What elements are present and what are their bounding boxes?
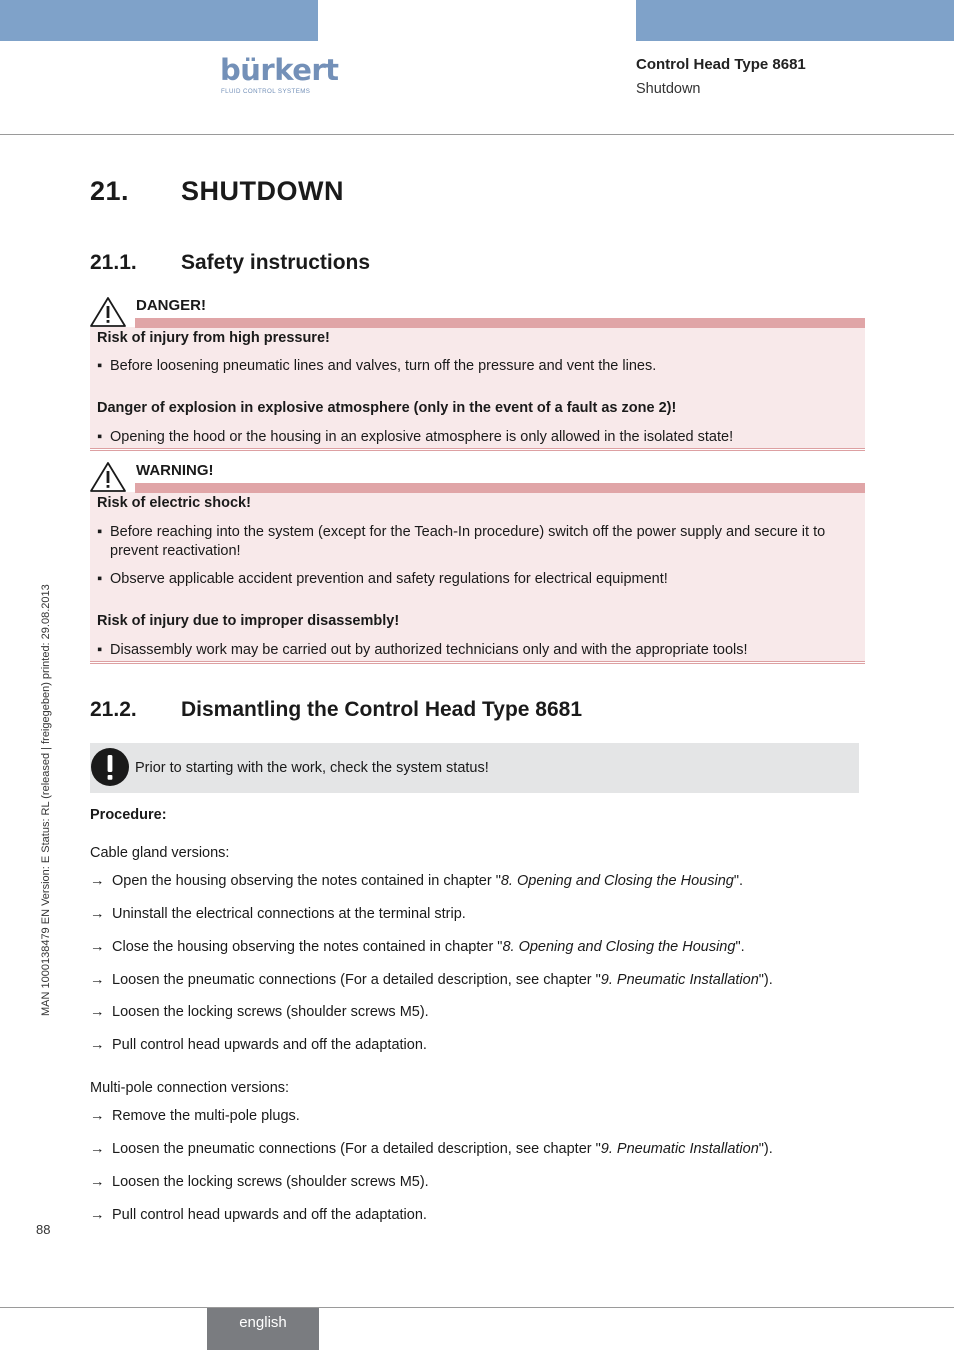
section-heading-dismantling — [90, 698, 582, 722]
chapter-number: 21. — [90, 176, 130, 206]
section-title: Dismantling the Control Head Type 8681 — [181, 698, 583, 721]
procedure-step: → Loosen the pneumatic connections (For a detailed description, see chapter "9. Pneumatic Installation"). — [90, 1141, 773, 1157]
arrow-icon: → — [90, 939, 105, 955]
danger-heading-explosion: Danger of explosion in explosive atmosphere (only in the event of a fault as zone 2)! — [97, 400, 677, 416]
logo-subtext: FLUID CONTROL SYSTEMS — [221, 88, 311, 95]
procedure-step: → Loosen the locking screws (shoulder screws M5). — [90, 1004, 429, 1020]
page-number: 88 — [36, 1222, 51, 1237]
chapter-reference: 9. Pneumatic Installation — [600, 972, 759, 988]
chapter-reference: 8. Opening and Closing the Housing — [502, 939, 736, 955]
section-title: Safety instructions — [181, 251, 371, 274]
warning-heading-disassembly: Risk of injury due to improper disassembly! — [97, 613, 400, 629]
arrow-icon: → — [90, 972, 105, 988]
warning-label: WARNING! — [136, 462, 214, 479]
header-bar-right — [636, 0, 954, 41]
warning-heading-shock: Risk of electric shock! — [97, 495, 251, 511]
bullet-text: Observe applicable accident prevention and safety regulations for electrical equipment! — [110, 571, 668, 587]
language-label: english — [239, 1314, 287, 1331]
arrow-icon: → — [90, 1037, 105, 1053]
arrow-icon: → — [90, 1174, 105, 1190]
bullet-text: Disassembly work may be carried out by authorized technicians only and with the appropriate tools! — [110, 642, 748, 658]
warning-box-bottom-rule — [90, 661, 865, 664]
document-id-sidebar: MAN 1000138479 EN Version: E Status: RL (released | freigegeben) printed: 29.08.2013 — [40, 584, 52, 1016]
danger-heading-pressure: Risk of injury from high pressure! — [97, 330, 330, 346]
arrow-icon: → — [90, 1004, 105, 1020]
burkert-logo: bürkert — [220, 53, 339, 87]
section-number: 21.2. — [90, 698, 137, 721]
bullet-text: Opening the hood or the housing in an explosive atmosphere is only allowed in the isolated state! — [110, 429, 734, 445]
cable-gland-label: Cable gland versions: — [90, 845, 230, 861]
list-item — [97, 570, 857, 589]
procedure-step: → Pull control head upwards and off the adaptation. — [90, 1207, 427, 1223]
chapter-heading — [90, 176, 344, 207]
bullet-text: Before loosening pneumatic lines and valves, turn off the pressure and vent the lines. — [110, 358, 657, 374]
bullet-marker: ▪ — [97, 571, 103, 587]
arrow-icon: → — [90, 1141, 105, 1157]
list-item — [97, 641, 857, 660]
exclamation-icon — [90, 747, 130, 787]
document-title: Control Head Type 8681 — [636, 56, 806, 73]
list-item — [97, 357, 857, 376]
procedure-step: → Uninstall the electrical connections at the terminal strip. — [90, 906, 466, 922]
list-item — [97, 428, 857, 447]
warning-triangle-icon — [89, 461, 127, 493]
procedure-step: → Loosen the pneumatic connections (For a detailed description, see chapter "9. Pneumatic Installation"). — [90, 972, 773, 988]
bullet-marker: ▪ — [97, 524, 103, 540]
bullet-marker: ▪ — [97, 429, 103, 445]
arrow-icon: → — [90, 1207, 105, 1223]
chapter-reference: 9. Pneumatic Installation — [600, 1141, 759, 1157]
bullet-marker: ▪ — [97, 642, 103, 658]
warning-stripe — [135, 483, 865, 493]
header-bar-left — [0, 0, 318, 41]
procedure-step: → Remove the multi-pole plugs. — [90, 1108, 300, 1124]
bullet-text: Before reaching into the system (except for the Teach-In procedure) switch off the power supply and secure it to prevent reactivation! — [110, 524, 826, 559]
procedure-step: → Pull control head upwards and off the adaptation. — [90, 1037, 427, 1053]
danger-box-bottom-rule — [90, 448, 865, 451]
footer-divider — [0, 1307, 954, 1308]
danger-label: DANGER! — [136, 297, 206, 314]
arrow-icon: → — [90, 1108, 105, 1124]
procedure-step: → Close the housing observing the notes contained in chapter "8. Opening and Closing the Housing". — [90, 939, 745, 955]
chapter-reference: 8. Opening and Closing the Housing — [500, 873, 734, 889]
running-section: Shutdown — [636, 81, 701, 97]
list-item — [97, 523, 857, 561]
header-divider — [0, 134, 954, 135]
note-text: Prior to starting with the work, check the system status! — [135, 760, 489, 776]
section-heading-safety — [90, 251, 370, 275]
procedure-step: → Loosen the locking screws (shoulder screws M5). — [90, 1174, 429, 1190]
arrow-icon: → — [90, 873, 105, 889]
section-number: 21.1. — [90, 251, 137, 274]
procedure-label: Procedure: — [90, 807, 167, 823]
procedure-step: → Open the housing observing the notes contained in chapter "8. Opening and Closing the Housing". — [90, 873, 744, 889]
warning-triangle-icon — [89, 296, 127, 328]
arrow-icon: → — [90, 906, 105, 922]
danger-stripe — [135, 318, 865, 328]
chapter-title: SHUTDOWN — [181, 176, 344, 206]
bullet-marker: ▪ — [97, 358, 103, 374]
multi-pole-label: Multi-pole connection versions: — [90, 1080, 290, 1096]
